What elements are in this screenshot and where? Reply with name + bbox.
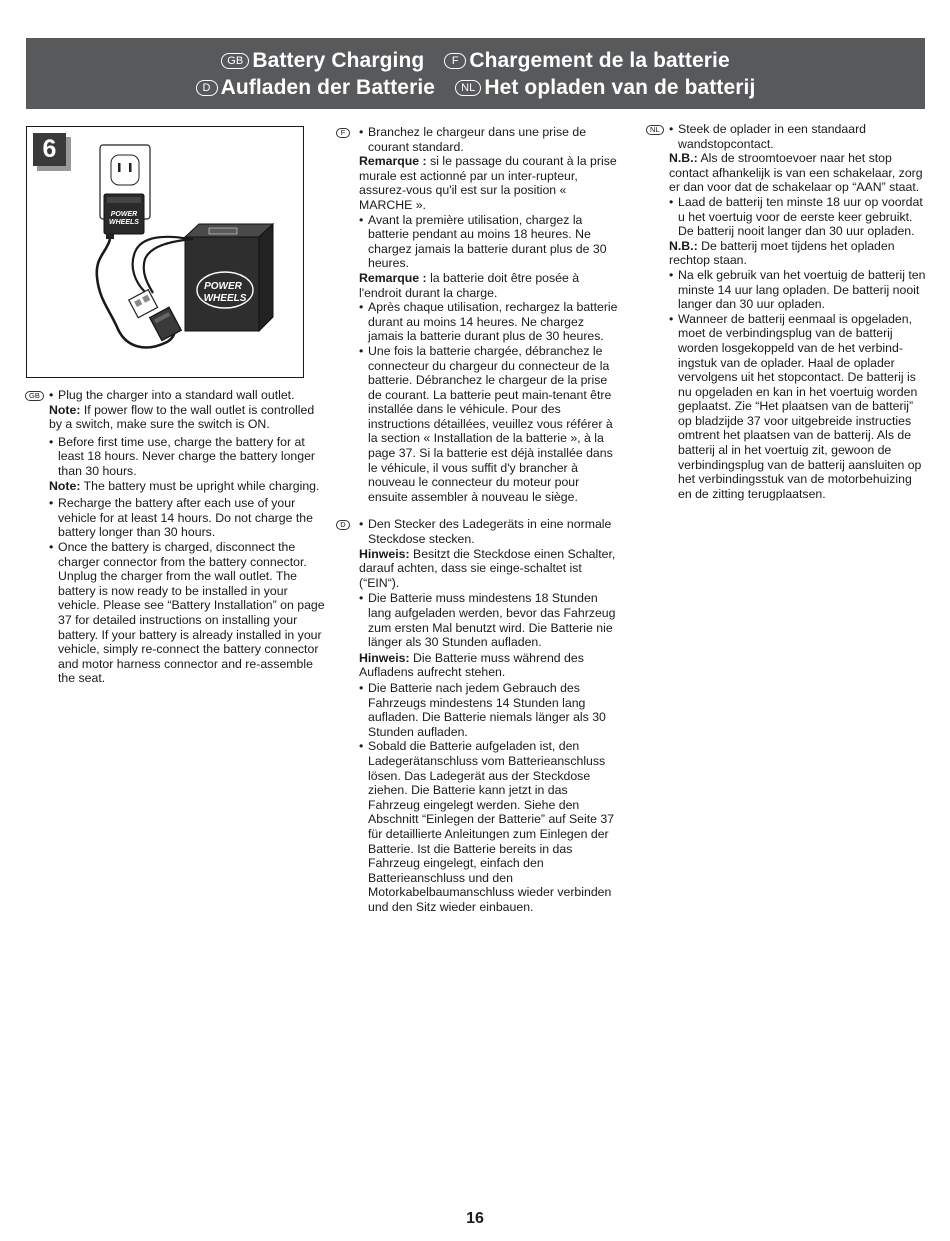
d-note-1: Hinweis: Besitzt die Steckdose einen Schalter, darauf achten, dass sie einge-schaltet ist (“EIN“). — [359, 546, 616, 590]
d-step-4: • Sobald die Batterie aufgeladen ist, den Ladegerätanschluss vom Batterieanschluss lösen. Das Ladegerät aus der Steckdose ziehen. Die Batterie kann jetzt in das Fahrzeug eingelegt werden. Siehe den Abschnitt “Einlegen der Batterie” auf Seite 37 für detaillierte Anleitungen zum Einlegen der Batterie. Ist die Batterie bereits in das Fahrzeug eingelegt, einfach den Batterieanschluss und den Motorkabelbaumanschluss wieder verbinden und den Sitz wieder einbauen. — [359, 739, 622, 914]
nl-step-3: • Na elk gebruik van het voertuig de batterij ten minste 14 uur lang opladen. De batterij nooit langer dan 30 uur opladen. — [669, 268, 928, 312]
f-note-2: Remarque : la batterie doit être posée à l'endroit durant la charge. — [359, 270, 580, 300]
gb-step-2: • Before first time use, charge the battery for at least 18 hours. Never charge the battery longer than 30 hours. — [49, 435, 326, 479]
f-step-3: • Après chaque utilisation, rechargez la batterie durant au moins 14 heures. Ne chargez jamais la batterie durant plus de 30 heures. — [359, 300, 622, 344]
outlet-socket — [111, 155, 139, 185]
gb-note-1: Note: If power flow to the wall outlet is controlled by a switch, make sure the switch is ON. — [49, 402, 315, 432]
lang-badge-f-text: F — [336, 128, 350, 138]
nl-note-1: N.B.: Als de stroomtoevoer naar het stop contact afhankelijk is van een schakelaar, zorg er dan voor dat de schakelaar op “AAN” staat. — [669, 151, 923, 195]
f-step-4: • Une fois la batterie chargée, débranchez le connecteur du chargeur du connecteur de la batterie. Débranchez le chargeur de la prise de courant. La batterie peut main-tenant être installée dans le véhicule. Pour des instructions détaillées, veuillez vous référer à la section « Installation de la batterie », à la page 37. Si la batterie est déjà installée dans le véhicule, il vous suffit d'y brancher à nouveau le connecteur du moteur pour ensuite assembler à nouveau le siège. — [359, 344, 622, 505]
nl-step-4: • Wanneer de batterij eenmaal is opgeladen, moet de verbindingsplug van de batterij worden losgekoppeld van de het verbind-ingstuk van de oplader. Haal de oplader vervolgens uit het stopcontact. De batterij is nu opgeladen en kan in het voertuig worden geplaatst. Zie “Het plaatsen van de batterij” op bladzijde 37 voor uitgebreide instructies omtrent het plaatsen van de batterij. Als de batterij al in het voertuig zit, gewoon de verbindingsplug van de batterij aansluiten op het verbindingsstuk van de motorbehuizing en de zitting terugplaatsen. — [669, 312, 928, 502]
f-step-2: • Avant la première utilisation, chargez la batterie pendant au moins 18 heures. Ne chargez jamais la batterie durant plus de 30 heures. — [359, 213, 622, 271]
charging-illustration — [26, 126, 304, 378]
f-note-1: Remarque : si le passage du courant à la prise murale est actionné par un inter-rupteur, assurez-vous qu'il est sur la position « MARCHE ». — [359, 154, 617, 212]
battery-connector — [129, 290, 158, 318]
d-step-2: • Die Batterie muss mindestens 18 Stunden lang aufgeladen werden, bevor das Fahrzeug zum ersten Mal benutzt wird. Die Batterie nie länger als 30 Stunden aufladen. — [359, 591, 622, 649]
adapter-logo-line1: POWER — [110, 211, 138, 218]
nl-step-1: • Steek de oplader in een standaard wandstopcontact. — [669, 122, 928, 151]
f-step-1: • Branchez le chargeur dans une prise de courant standard. — [359, 125, 622, 154]
f-instructions — [336, 125, 622, 914]
section-header — [26, 38, 925, 109]
lang-badge-gb: GB — [221, 53, 249, 69]
header-line-2 — [26, 76, 925, 100]
nl-note-2: N.B.: De batterij moet tijdens het opladen rechtop staan. — [669, 238, 895, 268]
d-step-1: • Den Stecker des Ladegeräts in eine normale Steckdose stecken. — [359, 517, 622, 546]
gb-instructions — [26, 388, 326, 686]
gb-step-1: • Plug the charger into a standard wall outlet. — [49, 388, 326, 403]
battery-side — [259, 224, 273, 331]
lang-badge-nl-text: NL — [646, 125, 664, 135]
d-instructions — [336, 517, 622, 914]
gb-note-2: Note: The battery must be upright while charging. — [49, 478, 320, 493]
lang-badge-nl: NL — [455, 80, 481, 96]
title-gb: Battery Charging — [252, 49, 425, 72]
lang-badge-d: D — [196, 80, 218, 96]
header-line-1 — [26, 49, 925, 73]
d-step-3: • Die Batterie nach jedem Gebrauch des Fahrzeugs mindestens 14 Stunden lang aufladen. Die Batterie niemals länger als 30 Stunden aufladen. — [359, 681, 622, 739]
battery-logo-line2: WHEELS — [203, 293, 247, 304]
charger-battery-drawing — [27, 127, 303, 377]
page-number: 16 — [466, 1210, 484, 1227]
charger-connector — [150, 307, 182, 340]
lang-badge-gb-text: GB — [25, 391, 44, 401]
lang-badge-f: F — [444, 53, 466, 69]
gb-step-4: • Once the battery is charged, disconnect the charger connector from the battery connector. Unplug the charger from the wall outlet. The battery is now ready to be installed in your vehicle. Please see “Battery Installation” on page 37 for detailed instructions on installing your battery. If your battery is already installed in your vehicle, simply re-connect the battery connector and motor harness connector and re-assemble the seat. — [49, 540, 326, 686]
title-nl: Het opladen van de batterij — [484, 76, 756, 99]
title-f: Chargement de la batterie — [469, 49, 730, 72]
nl-step-2: • Laad de batterij ten minste 18 uur op voordat u het voertuig voor de eerste keer gebruikt. De batterij nooit langer dan 30 uur opladen. — [669, 195, 928, 239]
title-d: Aufladen der Batterie — [220, 76, 436, 99]
adapter-logo-line2: WHEELS — [109, 219, 139, 226]
d-note-2: Hinweis: Die Batterie muss während des Aufladens aufrecht stehen. — [359, 650, 584, 680]
battery-logo-line1: POWER — [204, 281, 242, 292]
step-number: 6 — [33, 133, 66, 166]
nl-instructions — [646, 122, 928, 501]
gb-step-3: • Recharge the battery after each use of your vehicle for at least 14 hours. Do not charge the battery longer than 30 hours. — [49, 496, 326, 540]
lang-badge-d-text: D — [336, 520, 350, 530]
